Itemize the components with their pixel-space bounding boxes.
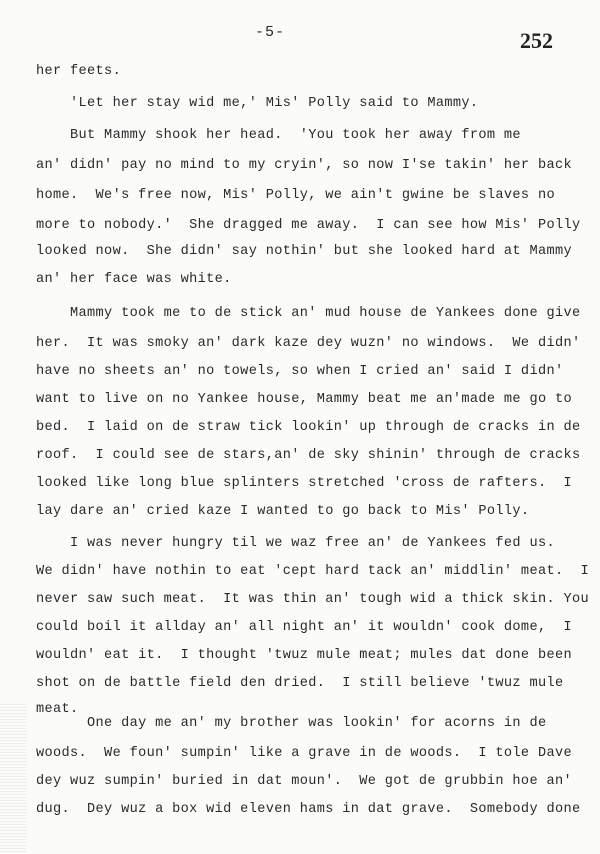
- text-line: her feets.: [36, 64, 122, 79]
- text-line: could boil it allday an' all night an' it wouldn' cook dome, I: [36, 620, 572, 635]
- text-line: looked like long blue splinters stretched 'cross de rafters. I: [36, 476, 572, 491]
- text-line: Mammy took me to de stick an' mud house de Yankees done give: [36, 306, 581, 321]
- text-line: her. It was smoky an' dark kaze dey wuzn' no windows. We didn': [36, 336, 581, 351]
- text-line: lay dare an' cried kaze I wanted to go back to Mis' Polly.: [36, 504, 530, 519]
- text-line: dug. Dey wuz a box wid eleven hams in dat grave. Somebody done: [36, 802, 581, 817]
- text-line: I was never hungry til we waz free an' de Yankees fed us.: [36, 536, 555, 551]
- scan-edge-noise: [0, 704, 26, 854]
- text-line: never saw such meat. It was thin an' tough wid a thick skin. You: [36, 592, 589, 607]
- archive-number: 252: [520, 28, 553, 53]
- text-line: We didn' have nothin to eat 'cept hard tack an' middlin' meat. I: [36, 564, 589, 579]
- text-line: looked now. She didn' say nothin' but she looked hard at Mammy: [36, 244, 572, 259]
- page-number: -5-: [255, 24, 286, 41]
- text-line: wouldn' eat it. I thought 'twuz mule meat; mules dat done been: [36, 648, 572, 663]
- text-line: have no sheets an' no towels, so when I cried an' said I didn': [36, 364, 564, 379]
- text-line: meat.: [36, 702, 79, 717]
- text-line: want to live on no Yankee house, Mammy beat me an'made me go to: [36, 392, 572, 407]
- text-line: shot on de battle field den dried. I still believe 'twuz mule: [36, 676, 564, 691]
- text-line: woods. We foun' sumpin' like a grave in de woods. I tole Dave: [36, 746, 572, 761]
- text-line: bed. I laid on de straw tick lookin' up through de cracks in de: [36, 420, 581, 435]
- text-line: more to nobody.' She dragged me away. I can see how Mis' Polly: [36, 218, 581, 233]
- text-line: dey wuz sumpin' buried in dat moun'. We got de grubbin hoe an': [36, 774, 572, 789]
- text-line: But Mammy shook her head. 'You took her away from me: [36, 128, 521, 143]
- text-line: an' didn' pay no mind to my cryin', so now I'se takin' her back: [36, 158, 572, 173]
- text-line: home. We's free now, Mis' Polly, we ain't gwine be slaves no: [36, 188, 555, 203]
- text-line: roof. I could see de stars,an' de sky shinin' through de cracks: [36, 448, 581, 463]
- text-line: 'Let her stay wid me,' Mis' Polly said to Mammy.: [36, 96, 479, 111]
- text-line: an' her face was white.: [36, 272, 232, 287]
- text-line: One day me an' my brother was lookin' for acorns in de: [36, 716, 547, 731]
